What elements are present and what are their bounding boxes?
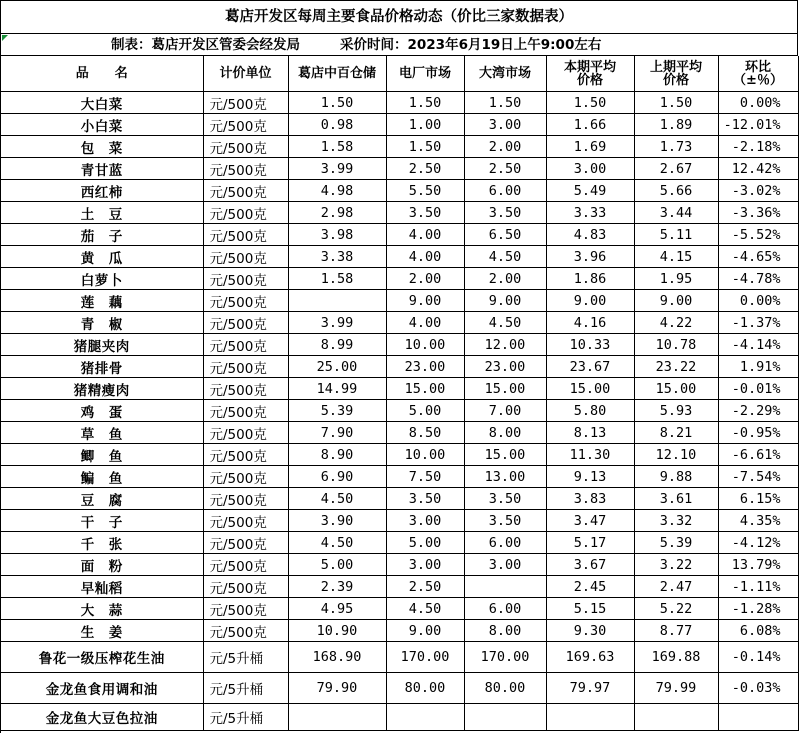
current-avg-price-cell: 5.15 [546,598,634,620]
name-cell: 青 椒 [1,312,203,334]
table-row [1,114,798,136]
col-header-unit: 计价单位 [203,56,288,92]
table-row [1,312,798,334]
unit-cell: 元/500克 [203,378,288,400]
market-dawan-price-cell: 3.50 [464,202,546,224]
unit-cell: 元/500克 [203,158,288,180]
previous-avg-price-cell: 2.67 [634,158,718,180]
name-cell: 青甘蓝 [1,158,203,180]
change-percent-cell: 4.35% [718,510,798,532]
current-avg-price-cell: 3.33 [546,202,634,224]
unit-cell: 元/500克 [203,554,288,576]
current-avg-price-cell: 9.30 [546,620,634,642]
table-row [1,334,798,356]
current-avg-price-cell: 9.00 [546,290,634,312]
market-dianchang-price-cell: 9.00 [386,620,464,642]
market-dawan-price-cell: 13.00 [464,466,546,488]
table-row [1,268,798,290]
market-dianchang-price-cell: 1.50 [386,92,464,114]
current-avg-price-cell: 1.69 [546,136,634,158]
collection-time-label: 采价时间：2023年6月19日上午9:00左右 [340,37,602,53]
previous-avg-price-cell: 3.22 [634,554,718,576]
market-dawan-price-cell: 6.00 [464,180,546,202]
market-dawan-price-cell: 4.50 [464,246,546,268]
name-cell: 鲁花一级压榨花生油 [1,642,203,673]
meta-line [1,34,798,56]
market-zhongbai-price-cell: 3.38 [288,246,386,268]
cell-note-indicator-icon [2,35,8,41]
name-cell: 早籼稻 [1,576,203,598]
market-zhongbai-price-cell: 4.50 [288,532,386,554]
market-zhongbai-price-cell: 3.99 [288,312,386,334]
change-percent-cell: -0.95% [718,422,798,444]
change-percent-cell: -1.28% [718,598,798,620]
market-zhongbai-price-cell: 5.39 [288,400,386,422]
table-row [1,554,798,576]
name-cell: 鲫 鱼 [1,444,203,466]
current-avg-price-cell: 23.67 [546,356,634,378]
table-row [1,704,798,731]
table-body [1,92,798,731]
current-avg-price-cell: 3.47 [546,510,634,532]
col-header-market-dawan: 大湾市场 [464,56,546,92]
previous-avg-price-cell: 10.78 [634,334,718,356]
previous-avg-price-cell: 8.77 [634,620,718,642]
table-row [1,422,798,444]
table-row [1,532,798,554]
change-percent-cell: -1.11% [718,576,798,598]
market-dawan-price-cell: 6.00 [464,532,546,554]
market-dawan-price-cell: 9.00 [464,290,546,312]
name-cell: 鸡 蛋 [1,400,203,422]
table-row [1,202,798,224]
change-percent-cell: -7.54% [718,466,798,488]
name-cell: 包 菜 [1,136,203,158]
market-zhongbai-price-cell: 79.90 [288,673,386,704]
market-dawan-price-cell [464,704,546,731]
previous-avg-price-cell: 5.22 [634,598,718,620]
previous-avg-price-cell: 79.99 [634,673,718,704]
change-percent-cell: 6.08% [718,620,798,642]
market-dianchang-price-cell: 4.00 [386,312,464,334]
name-cell: 西红柿 [1,180,203,202]
current-avg-price-cell: 2.45 [546,576,634,598]
unit-cell: 元/500克 [203,598,288,620]
market-dawan-price-cell: 8.00 [464,422,546,444]
name-cell: 茄 子 [1,224,203,246]
market-zhongbai-price-cell: 1.50 [288,92,386,114]
current-avg-price-cell: 15.00 [546,378,634,400]
current-avg-price-cell [546,704,634,731]
unit-cell: 元/500克 [203,510,288,532]
name-cell: 猪精瘦肉 [1,378,203,400]
market-dianchang-price-cell: 7.50 [386,466,464,488]
table-row [1,378,798,400]
current-avg-price-cell: 1.86 [546,268,634,290]
market-dianchang-price-cell: 2.50 [386,576,464,598]
market-dawan-price-cell: 80.00 [464,673,546,704]
market-dianchang-price-cell: 23.00 [386,356,464,378]
market-zhongbai-price-cell: 168.90 [288,642,386,673]
current-avg-price-cell: 3.00 [546,158,634,180]
previous-avg-price-cell: 3.44 [634,202,718,224]
name-cell: 大白菜 [1,92,203,114]
change-percent-cell: 0.00% [718,290,798,312]
previous-avg-price-cell [634,704,718,731]
table-row [1,673,798,704]
table-row [1,598,798,620]
unit-cell: 元/500克 [203,488,288,510]
market-dianchang-price-cell: 4.50 [386,598,464,620]
market-dianchang-price-cell: 8.50 [386,422,464,444]
table-row [1,444,798,466]
table-row [1,400,798,422]
col-header-name: 品 名 [1,56,203,92]
unit-cell: 元/500克 [203,532,288,554]
change-percent-cell: -12.01% [718,114,798,136]
col-header-change: 环比 （±％） [718,56,798,92]
change-percent-cell: 1.91% [718,356,798,378]
header-row [1,56,798,92]
unit-cell: 元/500克 [203,136,288,158]
market-dianchang-price-cell [386,704,464,731]
market-zhongbai-price-cell: 8.99 [288,334,386,356]
current-avg-price-cell: 79.97 [546,673,634,704]
market-dawan-price-cell: 6.50 [464,224,546,246]
unit-cell: 元/500克 [203,290,288,312]
current-avg-price-cell: 5.17 [546,532,634,554]
unit-cell: 元/5升桶 [203,704,288,731]
market-dianchang-price-cell: 4.00 [386,246,464,268]
market-dawan-price-cell: 8.00 [464,620,546,642]
table-row [1,246,798,268]
unit-cell: 元/500克 [203,334,288,356]
market-dawan-price-cell: 2.00 [464,136,546,158]
table-row [1,620,798,642]
col-header-previous-avg: 上期平均 价格 [634,56,718,92]
current-avg-price-cell: 3.67 [546,554,634,576]
previous-avg-price-cell: 12.10 [634,444,718,466]
market-dianchang-price-cell: 3.00 [386,510,464,532]
market-zhongbai-price-cell: 4.98 [288,180,386,202]
page-title: 葛店开发区每周主要食品价格动态（价比三家数据表） [1,1,798,34]
market-dawan-price-cell: 170.00 [464,642,546,673]
unit-cell: 元/500克 [203,466,288,488]
market-dianchang-price-cell: 15.00 [386,378,464,400]
market-zhongbai-price-cell: 25.00 [288,356,386,378]
name-cell: 大 蒜 [1,598,203,620]
previous-avg-price-cell: 15.00 [634,378,718,400]
change-percent-cell: -4.14% [718,334,798,356]
name-cell: 千 张 [1,532,203,554]
market-dianchang-price-cell: 5.50 [386,180,464,202]
table-row [1,576,798,598]
market-zhongbai-price-cell [288,704,386,731]
change-percent-cell: -2.18% [718,136,798,158]
market-dianchang-price-cell: 80.00 [386,673,464,704]
change-percent-cell: -4.12% [718,532,798,554]
previous-avg-price-cell: 4.15 [634,246,718,268]
market-zhongbai-price-cell: 4.95 [288,598,386,620]
market-dianchang-price-cell: 1.50 [386,136,464,158]
previous-avg-price-cell: 1.50 [634,92,718,114]
previous-avg-price-cell: 4.22 [634,312,718,334]
unit-cell: 元/500克 [203,224,288,246]
previous-avg-price-cell: 5.11 [634,224,718,246]
name-cell: 白萝卜 [1,268,203,290]
name-cell: 土 豆 [1,202,203,224]
current-avg-price-cell: 3.83 [546,488,634,510]
market-zhongbai-price-cell: 3.90 [288,510,386,532]
previous-avg-price-cell: 169.88 [634,642,718,673]
market-zhongbai-price-cell: 4.50 [288,488,386,510]
change-percent-cell: -6.61% [718,444,798,466]
unit-cell: 元/500克 [203,312,288,334]
previous-avg-price-cell: 2.47 [634,576,718,598]
market-dianchang-price-cell: 9.00 [386,290,464,312]
change-percent-cell: -3.02% [718,180,798,202]
table-row [1,510,798,532]
name-cell: 面 粉 [1,554,203,576]
current-avg-price-cell: 1.66 [546,114,634,136]
previous-avg-price-cell: 3.61 [634,488,718,510]
market-dianchang-price-cell: 5.00 [386,400,464,422]
table-row [1,356,798,378]
unit-cell: 元/500克 [203,268,288,290]
unit-cell: 元/500克 [203,180,288,202]
market-zhongbai-price-cell: 2.39 [288,576,386,598]
market-dawan-price-cell: 4.50 [464,312,546,334]
market-dawan-price-cell: 23.00 [464,356,546,378]
market-dawan-price-cell: 3.50 [464,510,546,532]
market-dianchang-price-cell: 10.00 [386,334,464,356]
change-percent-cell: -3.36% [718,202,798,224]
change-percent-cell: -0.14% [718,642,798,673]
unit-cell: 元/500克 [203,444,288,466]
name-cell: 生 姜 [1,620,203,642]
change-percent-cell: -1.37% [718,312,798,334]
market-dawan-price-cell [464,576,546,598]
market-dianchang-price-cell: 2.00 [386,268,464,290]
unit-cell: 元/500克 [203,576,288,598]
market-dawan-price-cell: 6.00 [464,598,546,620]
change-percent-cell: -0.03% [718,673,798,704]
change-percent-cell: 0.00% [718,92,798,114]
market-dawan-price-cell: 15.00 [464,444,546,466]
market-dianchang-price-cell: 3.50 [386,202,464,224]
unit-cell: 元/500克 [203,620,288,642]
name-cell: 鳊 鱼 [1,466,203,488]
current-avg-price-cell: 1.50 [546,92,634,114]
col-header-current-avg: 本期平均 价格 [546,56,634,92]
table-row [1,158,798,180]
market-zhongbai-price-cell: 8.90 [288,444,386,466]
market-dawan-price-cell: 2.00 [464,268,546,290]
col-header-market-zhongbai: 葛店中百仓储 [288,56,386,92]
market-dianchang-price-cell: 4.00 [386,224,464,246]
name-cell: 豆 腐 [1,488,203,510]
change-percent-cell [718,704,798,731]
table-row [1,642,798,673]
table-row [1,290,798,312]
market-dawan-price-cell: 2.50 [464,158,546,180]
market-zhongbai-price-cell: 0.98 [288,114,386,136]
market-dianchang-price-cell: 2.50 [386,158,464,180]
change-percent-cell: 12.42% [718,158,798,180]
current-avg-price-cell: 4.16 [546,312,634,334]
table-row [1,180,798,202]
unit-cell: 元/5升桶 [203,642,288,673]
change-percent-cell: 13.79% [718,554,798,576]
market-dawan-price-cell: 3.00 [464,554,546,576]
table-row [1,224,798,246]
maker-label: 制表：葛店开发区管委会经发局 [111,37,300,53]
table-row [1,92,798,114]
previous-avg-price-cell: 1.89 [634,114,718,136]
previous-avg-price-cell: 1.95 [634,268,718,290]
change-percent-cell: -0.01% [718,378,798,400]
change-percent-cell: -4.78% [718,268,798,290]
market-dianchang-price-cell: 5.00 [386,532,464,554]
unit-cell: 元/500克 [203,356,288,378]
change-percent-cell: -2.29% [718,400,798,422]
name-cell: 金龙鱼大豆色拉油 [1,704,203,731]
name-cell: 草 鱼 [1,422,203,444]
col-header-market-dianchang: 电厂市场 [386,56,464,92]
current-avg-price-cell: 5.49 [546,180,634,202]
market-dawan-price-cell: 15.00 [464,378,546,400]
current-avg-price-cell: 8.13 [546,422,634,444]
change-percent-cell: 6.15% [718,488,798,510]
current-avg-price-cell: 9.13 [546,466,634,488]
name-cell: 猪排骨 [1,356,203,378]
price-table [1,56,799,731]
previous-avg-price-cell: 9.88 [634,466,718,488]
market-zhongbai-price-cell: 2.98 [288,202,386,224]
previous-avg-price-cell: 1.73 [634,136,718,158]
market-dianchang-price-cell: 170.00 [386,642,464,673]
market-dawan-price-cell: 1.50 [464,92,546,114]
market-zhongbai-price-cell: 6.90 [288,466,386,488]
market-zhongbai-price-cell: 5.00 [288,554,386,576]
market-dawan-price-cell: 7.00 [464,400,546,422]
name-cell: 莲 藕 [1,290,203,312]
current-avg-price-cell: 4.83 [546,224,634,246]
name-cell: 猪腿夹肉 [1,334,203,356]
current-avg-price-cell: 10.33 [546,334,634,356]
current-avg-price-cell: 169.63 [546,642,634,673]
unit-cell: 元/5升桶 [203,673,288,704]
market-dawan-price-cell: 12.00 [464,334,546,356]
unit-cell: 元/500克 [203,400,288,422]
market-dianchang-price-cell: 3.00 [386,554,464,576]
name-cell: 干 子 [1,510,203,532]
unit-cell: 元/500克 [203,114,288,136]
previous-avg-price-cell: 3.32 [634,510,718,532]
market-zhongbai-price-cell: 1.58 [288,136,386,158]
market-zhongbai-price-cell: 1.58 [288,268,386,290]
name-cell: 小白菜 [1,114,203,136]
market-dawan-price-cell: 3.00 [464,114,546,136]
change-percent-cell: -5.52% [718,224,798,246]
market-zhongbai-price-cell: 3.99 [288,158,386,180]
unit-cell: 元/500克 [203,202,288,224]
market-dianchang-price-cell: 1.00 [386,114,464,136]
market-dianchang-price-cell: 3.50 [386,488,464,510]
previous-avg-price-cell: 5.93 [634,400,718,422]
previous-avg-price-cell: 5.39 [634,532,718,554]
unit-cell: 元/500克 [203,246,288,268]
current-avg-price-cell: 11.30 [546,444,634,466]
previous-avg-price-cell: 9.00 [634,290,718,312]
name-cell: 金龙鱼食用调和油 [1,673,203,704]
market-dianchang-price-cell: 10.00 [386,444,464,466]
previous-avg-price-cell: 5.66 [634,180,718,202]
market-zhongbai-price-cell: 7.90 [288,422,386,444]
unit-cell: 元/500克 [203,92,288,114]
market-zhongbai-price-cell: 10.90 [288,620,386,642]
market-zhongbai-price-cell [288,290,386,312]
market-dawan-price-cell: 3.50 [464,488,546,510]
change-percent-cell: -4.65% [718,246,798,268]
current-avg-price-cell: 3.96 [546,246,634,268]
market-zhongbai-price-cell: 14.99 [288,378,386,400]
current-avg-price-cell: 5.80 [546,400,634,422]
table-row [1,466,798,488]
name-cell: 黄 瓜 [1,246,203,268]
previous-avg-price-cell: 8.21 [634,422,718,444]
table-row [1,136,798,158]
table-row [1,488,798,510]
previous-avg-price-cell: 23.22 [634,356,718,378]
unit-cell: 元/500克 [203,422,288,444]
market-zhongbai-price-cell: 3.98 [288,224,386,246]
